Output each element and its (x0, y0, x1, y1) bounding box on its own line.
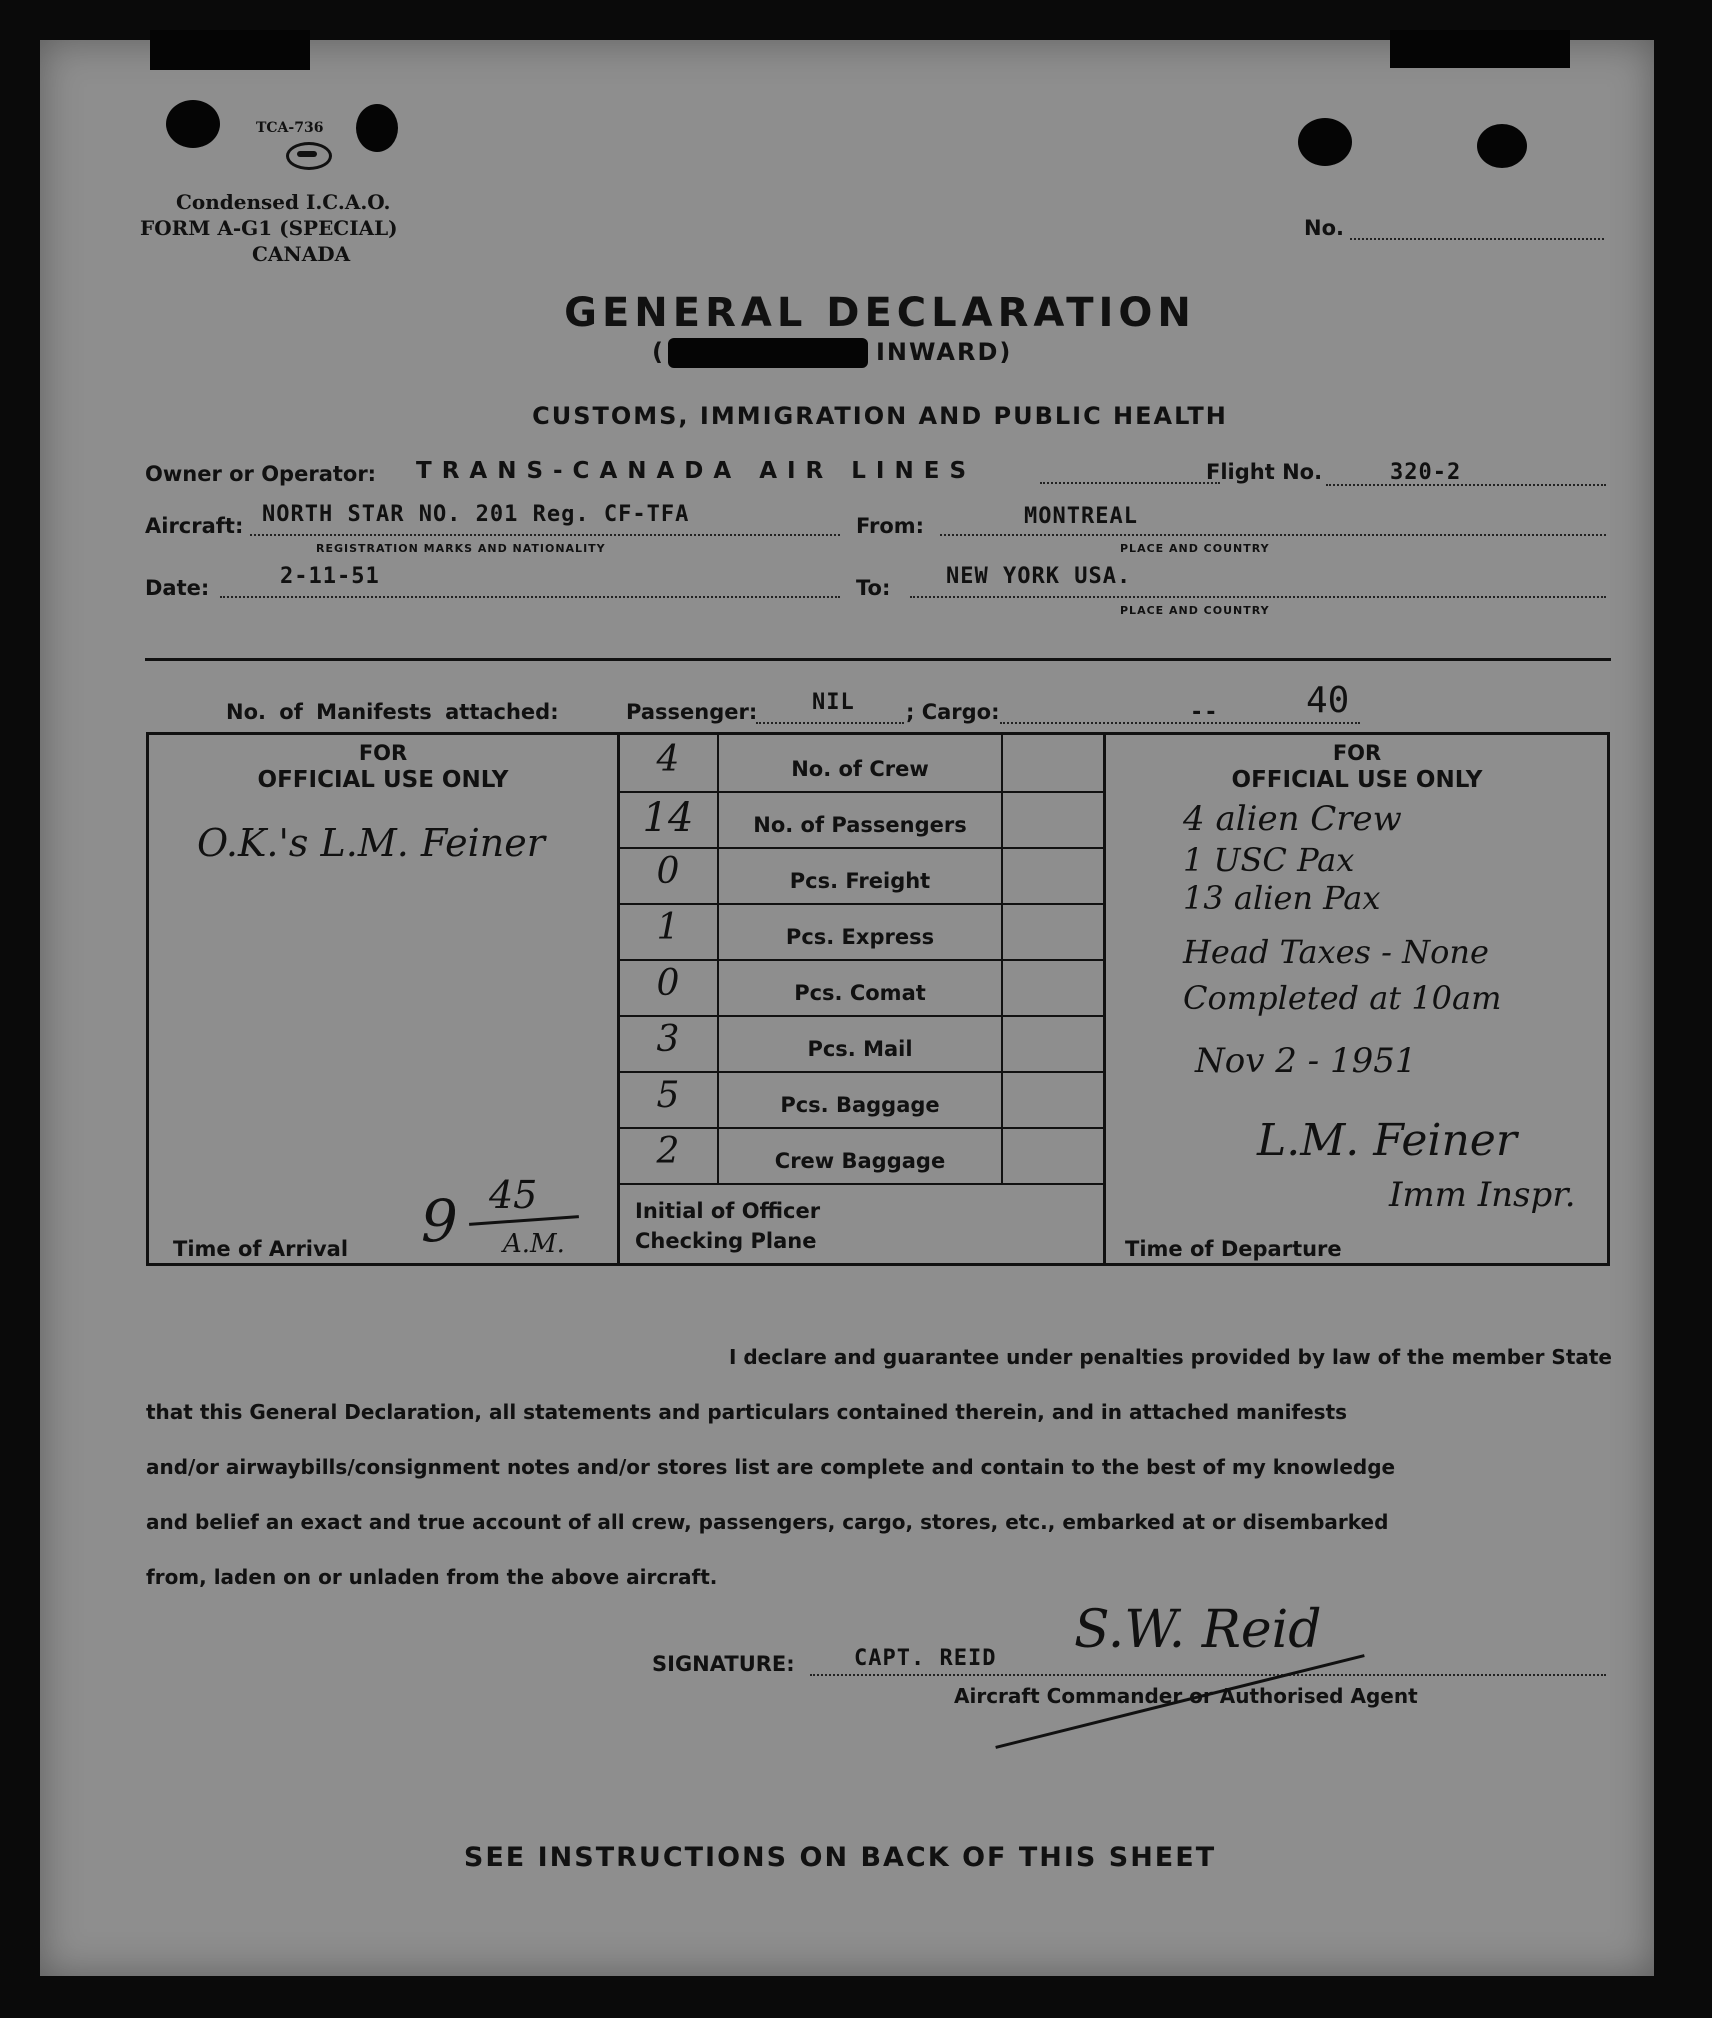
crew-table (146, 732, 1610, 1266)
right-note-6: Nov 2 - 1951 (1195, 1041, 1417, 1081)
signature-label: SIGNATURE: (652, 1652, 795, 1676)
row-count: 0 (656, 851, 680, 892)
no-dotted-line (1350, 238, 1604, 240)
owner-dotted-line (1040, 482, 1220, 484)
punch-hole-right-2 (1477, 124, 1527, 168)
right-signature: L.M. Feiner (1257, 1115, 1517, 1166)
declaration-line-2: that this General Declaration, all statements and particulars contained therein, and in attached manifests (146, 1400, 1348, 1424)
date-dotted-line (220, 596, 840, 598)
title-sub-open: ( (652, 338, 663, 366)
initial-label-2: Checking Plane (635, 1229, 817, 1253)
row-count: 0 (656, 963, 680, 1004)
right-official-header-1: FOR (1332, 741, 1382, 765)
flight-label: Flight No. (1206, 460, 1323, 484)
to-dotted-line (910, 596, 1606, 598)
to-label: To: (856, 576, 891, 600)
left-official-handwriting: O.K.'s L.M. Feiner (197, 821, 545, 865)
owner-value: TRANS-CANADA AIR LINES (416, 458, 977, 484)
aircraft-label: Aircraft: (145, 514, 244, 538)
form-sheet (40, 40, 1654, 1976)
right-note-1: 4 alien Crew (1183, 799, 1402, 839)
row-divider (619, 959, 1105, 961)
row-count: 4 (656, 739, 680, 780)
row-divider (619, 1183, 1105, 1185)
right-note-5: Completed at 10am (1183, 979, 1502, 1017)
row-label: Pcs. Express (785, 925, 935, 949)
left-official-header-1: FOR (358, 741, 408, 765)
from-caption: PLACE AND COUNTRY (1120, 542, 1270, 555)
passenger-dotted-line (756, 722, 904, 724)
row-label: No. of Crew (791, 757, 929, 781)
row-label: Pcs. Mail (807, 1037, 913, 1061)
redacted-block (668, 338, 868, 368)
from-label: From: (856, 514, 925, 538)
cargo-label: ; Cargo: (906, 700, 1000, 724)
title-sub: INWARD) (876, 338, 1013, 366)
row-label: No. of Passengers (753, 813, 967, 837)
owner-label: Owner or Operator: (145, 462, 377, 486)
arrival-ampm: A.M. (503, 1229, 565, 1259)
no-label: No. (1304, 216, 1344, 240)
right-note-2: 1 USC Pax (1183, 841, 1355, 879)
cargo-value: -- (1190, 700, 1219, 725)
declaration-line-4: and belief an exact and true account of all crew, passengers, cargo, stores, etc., embarked at or disembarked (146, 1510, 1389, 1534)
row-divider (619, 791, 1105, 793)
passenger-value: NIL (812, 690, 855, 715)
flight-dotted-line (1326, 484, 1606, 486)
arrival-minutes: 45 (489, 1173, 538, 1217)
aircraft-caption: REGISTRATION MARKS AND NATIONALITY (316, 542, 606, 555)
punch-hole-right-1 (1298, 118, 1352, 166)
flight-value: 320-2 (1390, 460, 1462, 485)
declaration-text (146, 1330, 1612, 1605)
left-official-header-2: OFFICIAL USE ONLY (257, 767, 509, 793)
form-line-3: CANADA (252, 242, 351, 266)
from-value: MONTREAL (1024, 504, 1138, 529)
form-line-2: FORM A-G1 (SPECIAL) (140, 216, 398, 240)
signature-dotted-line (810, 1674, 1606, 1676)
aircraft-value: NORTH STAR NO. 201 Reg. CF-TFA (262, 502, 690, 527)
row-count: 1 (656, 907, 680, 948)
row-divider (619, 903, 1105, 905)
row-divider (619, 1071, 1105, 1073)
date-value: 2-11-51 (280, 564, 380, 589)
top-right-tab (1390, 30, 1570, 68)
arrival-hour: 9 (421, 1187, 458, 1255)
initial-label-1: Initial of Officer (635, 1199, 821, 1223)
declaration-line-3: and/or airwaybills/consignment notes and/or stores list are complete and contain to the best of my knowledge (146, 1455, 1396, 1479)
footer-instructions: SEE INSTRUCTIONS ON BACK OF THIS SHEET (463, 1842, 1217, 1873)
logo-mark (297, 151, 317, 157)
from-dotted-line (940, 534, 1606, 536)
cargo-dotted-line (1000, 722, 1360, 724)
passenger-label: Passenger: (626, 700, 758, 724)
date-label: Date: (145, 576, 210, 600)
row-count: 5 (656, 1075, 680, 1116)
row-divider (619, 1015, 1105, 1017)
form-line-1: Condensed I.C.A.O. (176, 190, 391, 214)
section-divider (145, 658, 1611, 661)
row-count: 14 (642, 795, 694, 841)
row-count: 3 (656, 1019, 680, 1060)
to-value: NEW YORK USA. (946, 564, 1132, 589)
right-note-3: 13 alien Pax (1183, 879, 1381, 917)
form-code: TCA-736 (256, 120, 324, 136)
to-caption: PLACE AND COUNTRY (1120, 604, 1270, 617)
aircraft-dotted-line (250, 534, 840, 536)
row-count: 2 (656, 1131, 680, 1172)
row-divider (619, 1127, 1105, 1129)
row-label: Pcs. Baggage (780, 1093, 940, 1117)
row-label: Pcs. Freight (789, 869, 931, 893)
punch-hole-left-1 (166, 100, 220, 148)
cargo-handwritten-number: 40 (1306, 680, 1350, 721)
manifests-label: No. of Manifests attached: (226, 700, 559, 724)
declaration-line-1: I declare and guarantee under penalties provided by law of the member State (728, 1345, 1612, 1369)
right-official-header-2: OFFICIAL USE ONLY (1231, 767, 1483, 793)
company-logo (286, 142, 332, 170)
row-label: Crew Baggage (774, 1149, 946, 1173)
signature-caption: Aircraft Commander or Authorised Agent (954, 1684, 1418, 1708)
row-divider (619, 847, 1105, 849)
row-label: Pcs. Comat (794, 981, 926, 1005)
form-title: GENERAL DECLARATION (564, 290, 1196, 336)
top-left-tab (150, 30, 310, 70)
departure-label: Time of Departure (1125, 1237, 1342, 1261)
signature-typed: CAPT. REID (854, 1646, 997, 1671)
signature-handwritten: S.W. Reid (1074, 1600, 1322, 1660)
punch-hole-left-2 (356, 104, 398, 152)
right-note-4: Head Taxes - None (1183, 933, 1489, 971)
right-signature-title: Imm Inspr. (1389, 1175, 1576, 1215)
arrival-label: Time of Arrival (173, 1237, 349, 1261)
form-subtitle: CUSTOMS, IMMIGRATION AND PUBLIC HEALTH (532, 402, 1228, 430)
declaration-line-5: from, laden on or unladen from the above aircraft. (146, 1565, 718, 1589)
